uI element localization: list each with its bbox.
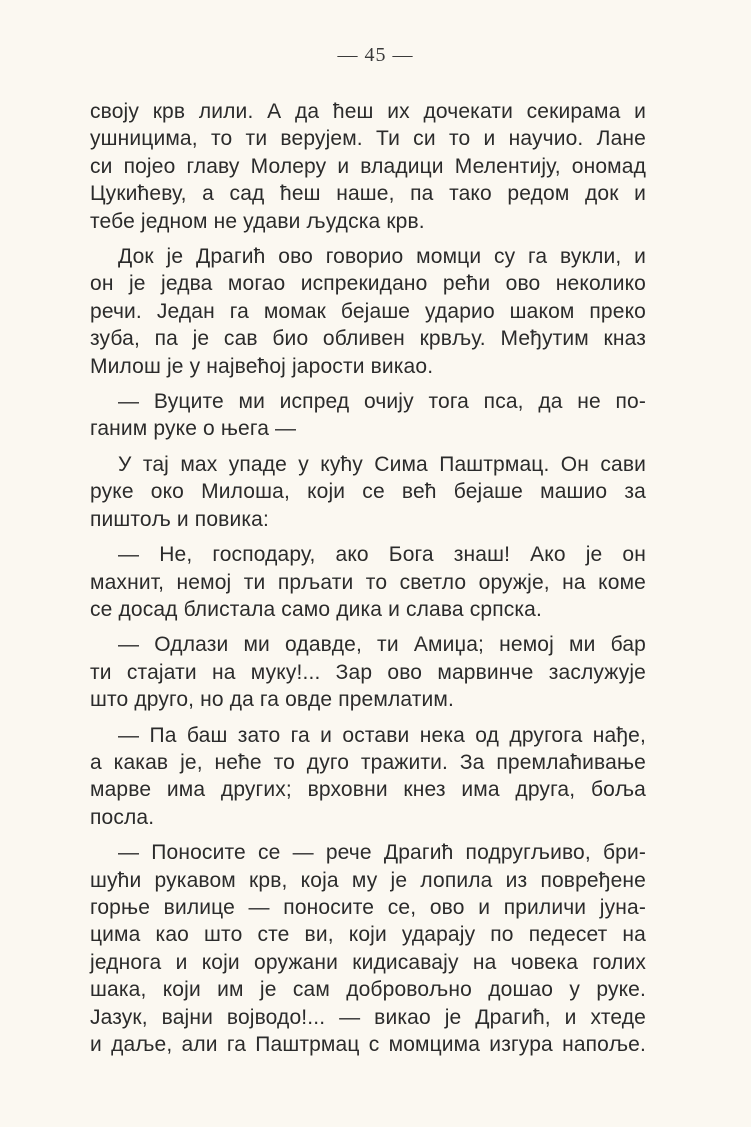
paragraph-gap (90, 831, 646, 839)
text-line: цима као што сте ви, који ударају по педесет на (90, 923, 646, 947)
text-line: једнога и који оружани кидисавају на човека голих (90, 950, 646, 974)
text-line: — Поносите се — рече Драгић подругљиво, бри- (118, 841, 646, 865)
text-line: — Па баш зато га и остави нека од другога нађе, (118, 723, 646, 747)
text-line: тебе једном не удави људска крв. (90, 209, 425, 233)
paragraph-gap (90, 623, 646, 631)
text-line: ушницима, то ти верујем. Ти си то и научио. Лане (90, 127, 646, 151)
text-line: и даље, али га Паштрмац с момцима изгура напоље. (90, 1033, 646, 1056)
text-line: шака, који им је сам добровољно дошао у руке. (90, 978, 646, 1002)
text-line: он је једва могао испрекидано рећи ово неколико (90, 272, 646, 296)
paragraph (90, 98, 646, 235)
body-text (90, 98, 646, 1058)
text-line: марве има других; врховни кнез има друга, боља (90, 778, 646, 802)
text-line: зуба, па је сав био обливен крвљу. Међутим кназ (90, 327, 646, 351)
text-line: Док је Драгић ово говорио момци су га вукли, и (118, 245, 646, 269)
paragraph-gap (90, 380, 646, 388)
text-line: ти стајати на муку!... Зар ово марвинче заслужује (90, 660, 646, 684)
text-line: шући рукавом крв, која му је лопила из повређене (90, 868, 646, 892)
text-line: своју крв лили. А да ћеш их дочекати секирама и (90, 100, 646, 123)
paragraph (90, 541, 646, 623)
text-line: — Не, господару, ако Бога знаш! Ако је он (118, 543, 646, 567)
text-line: Јазук, вајни војводо!... — викао је Драгић, и хтеде (90, 1005, 646, 1029)
text-line: Милош је у највећој јарости викао. (90, 354, 434, 378)
text-line: што друго, но да га овде премлатим. (90, 688, 454, 712)
text-line: руке око Милоша, који се већ бејаше машио за (90, 480, 646, 504)
text-line: пиштољ и повика: (90, 507, 269, 531)
paragraph-gap (90, 235, 646, 243)
text-line: горње вилице — поносите се, ово и приличи јуна- (90, 895, 646, 919)
text-line: а какав је, неће то дуго тражити. За премлаћивање (90, 750, 646, 774)
paragraph-gap (90, 443, 646, 451)
text-line: махнит, немој ти прљати то светло оружје, на коме (90, 570, 646, 594)
paragraph-gap (90, 714, 646, 722)
text-line: речи. Један га момак бејаше ударио шаком преко (90, 299, 646, 323)
paragraph (90, 722, 646, 832)
paragraph (90, 388, 646, 443)
text-line: си појео главу Молеру и владици Мелентију, ономад (90, 154, 646, 178)
text-line: Цукићеву, а сад ћеш наше, па тако редом док и (90, 182, 646, 206)
text-line: У тај мах упаде у кућу Сима Паштрмац. Он сави (118, 452, 646, 476)
paragraph (90, 243, 646, 380)
page-number: — 45 — (337, 44, 414, 66)
text-line: се досад блистала само дика и слава српска. (90, 597, 542, 621)
text-line: — Одлази ми одавде, ти Амиџа; немој ми бар (118, 633, 646, 657)
text-line: ганим руке о њега — (90, 417, 297, 441)
text-line: посла. (90, 805, 155, 829)
paragraph (90, 631, 646, 713)
paragraph (90, 839, 646, 1058)
paragraph-gap (90, 533, 646, 541)
text-line: — Вуците ми испред очију тога пса, да не по- (118, 390, 646, 414)
paragraph (90, 451, 646, 533)
